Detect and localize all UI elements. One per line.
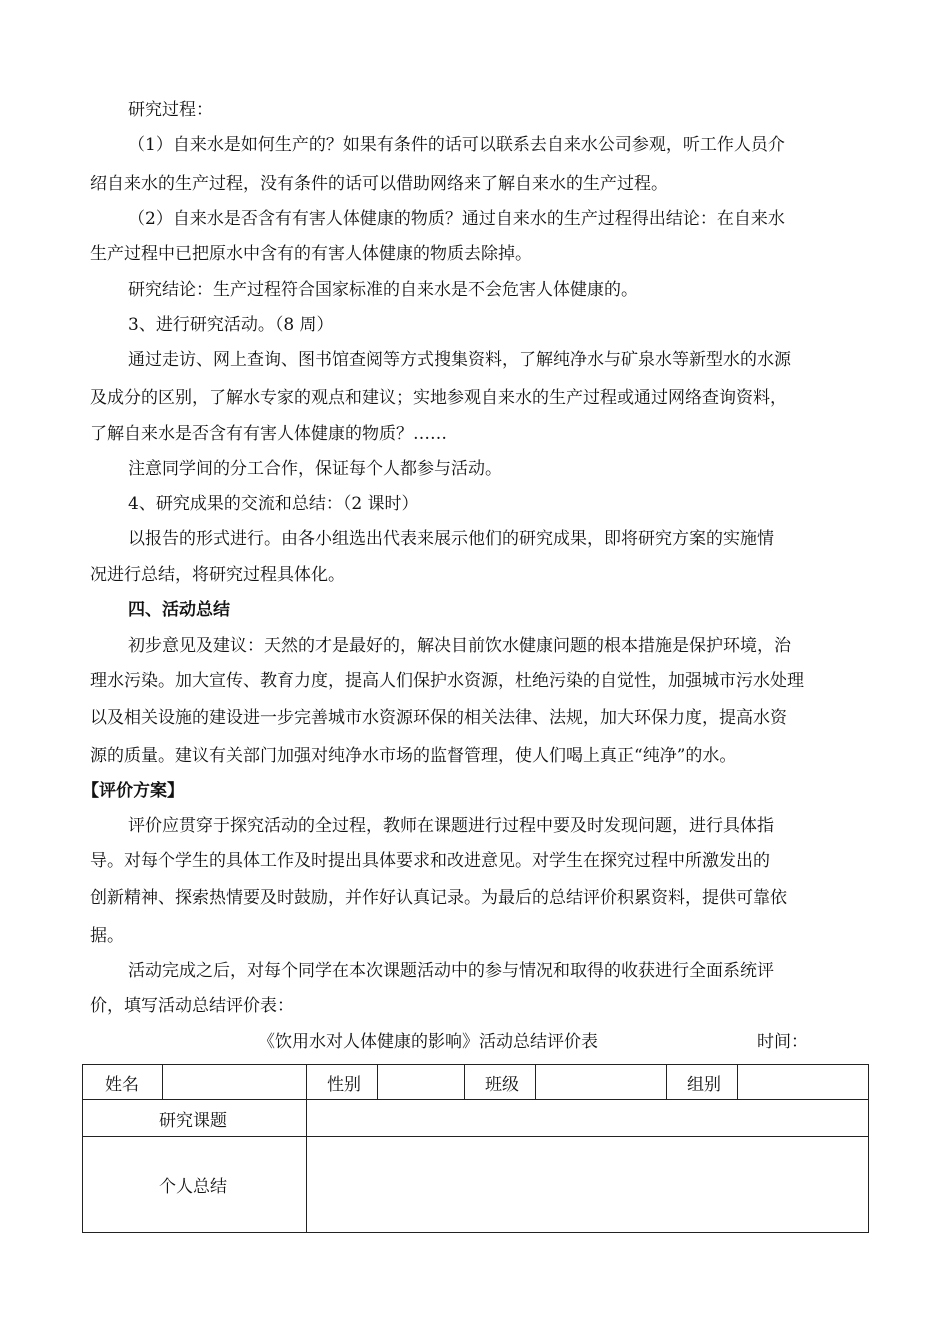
group-label-cell (667, 1065, 738, 1100)
summary-value-cell[interactable] (307, 1137, 869, 1233)
table-time-label: 时间： (757, 1032, 808, 1052)
topic-value-cell[interactable] (307, 1100, 869, 1137)
paragraph: 绍自来水的生产过程，没有条件的话可以借助网络来了解自来水的生产过程。 (90, 174, 668, 194)
paragraph: 况进行总结，将研究过程具体化。 (90, 565, 345, 585)
gender-label: 性别 (327, 1074, 361, 1095)
paragraph: 了解自来水是否含有有害人体健康的物质？…… (90, 424, 447, 444)
table-caption: 《饮用水对人体健康的影响》活动总结评价表 (258, 1032, 598, 1052)
summary-label: 个人总结 (159, 1177, 227, 1197)
paragraph: 注意同学间的分工合作，保证每个人都参与活动。 (128, 459, 502, 479)
class-label: 班级 (485, 1074, 519, 1095)
paragraph: （1）自来水是如何生产的？如果有条件的话可以联系去自来水公司参观，听工作人员介 (128, 135, 785, 155)
topic-label: 研究课题 (159, 1110, 227, 1131)
table-row (83, 1065, 869, 1100)
paragraph: 导。对每个学生的具体工作及时提出具体要求和改进意见。对学生在探究过程中所激发出的 (90, 851, 770, 871)
paragraph: 4、研究成果的交流和总结：（2 课时） (128, 494, 419, 514)
paragraph: 理水污染。加大宣传、教育力度，提高人们保护水资源，杜绝污染的自觉性，加强城市污水处理 (90, 671, 804, 691)
paragraph: 据。 (90, 926, 124, 946)
paragraph: （2）自来水是否含有有害人体健康的物质？通过自来水的生产过程得出结论：在自来水 (128, 209, 785, 229)
paragraph: 源的质量。建议有关部门加强对纯净水市场的监督管理，使人们喝上真正“纯净”的水。 (90, 746, 737, 766)
section-heading: 四、活动总结 (128, 600, 230, 620)
gender-value-cell[interactable] (378, 1065, 465, 1100)
paragraph: 评价应贯穿于探究活动的全过程，教师在课题进行过程中要及时发现问题，进行具体指 (128, 816, 774, 836)
topic-label-cell (83, 1100, 307, 1137)
paragraph: 价，填写活动总结评价表： (90, 996, 294, 1016)
group-label: 组别 (687, 1074, 721, 1095)
name-value-cell[interactable] (163, 1065, 307, 1100)
name-label: 姓名 (105, 1074, 139, 1095)
evaluation-table (82, 1064, 869, 1233)
paragraph: 创新精神、探索热情要及时鼓励，并作好认真记录。为最后的总结评价积累资料，提供可靠依 (90, 888, 787, 908)
section-heading: 【评价方案】 (82, 781, 184, 801)
summary-label-cell (83, 1137, 307, 1233)
name-label-cell (83, 1065, 163, 1100)
paragraph: 通过走访、网上查询、图书馆查阅等方式搜集资料，了解纯净水与矿泉水等新型水的水源 (128, 350, 791, 370)
paragraph: 初步意见及建议：天然的才是最好的，解决目前饮水健康问题的根本措施是保护环境，治 (128, 636, 791, 656)
paragraph: 活动完成之后，对每个同学在本次课题活动中的参与情况和取得的收获进行全面系统评 (128, 961, 774, 981)
table-row (83, 1137, 869, 1233)
table-row (83, 1100, 869, 1137)
group-value-cell[interactable] (738, 1065, 869, 1100)
gender-label-cell (307, 1065, 378, 1100)
paragraph: 研究结论：生产过程符合国家标准的自来水是不会危害人体健康的。 (128, 280, 638, 300)
class-label-cell (465, 1065, 536, 1100)
paragraph: 以及相关设施的建设进一步完善城市水资源环保的相关法律、法规，加大环保力度，提高水资 (90, 708, 787, 728)
paragraph: 3、进行研究活动。（8 周） (128, 315, 334, 335)
paragraph: 以报告的形式进行。由各小组选出代表来展示他们的研究成果，即将研究方案的实施情 (128, 529, 774, 549)
paragraph: 及成分的区别，了解水专家的观点和建议；实地参观自来水的生产过程或通过网络查询资料， (90, 388, 787, 408)
class-value-cell[interactable] (536, 1065, 667, 1100)
paragraph: 生产过程中已把原水中含有的有害人体健康的物质去除掉。 (90, 244, 532, 264)
paragraph: 研究过程： (128, 100, 213, 120)
